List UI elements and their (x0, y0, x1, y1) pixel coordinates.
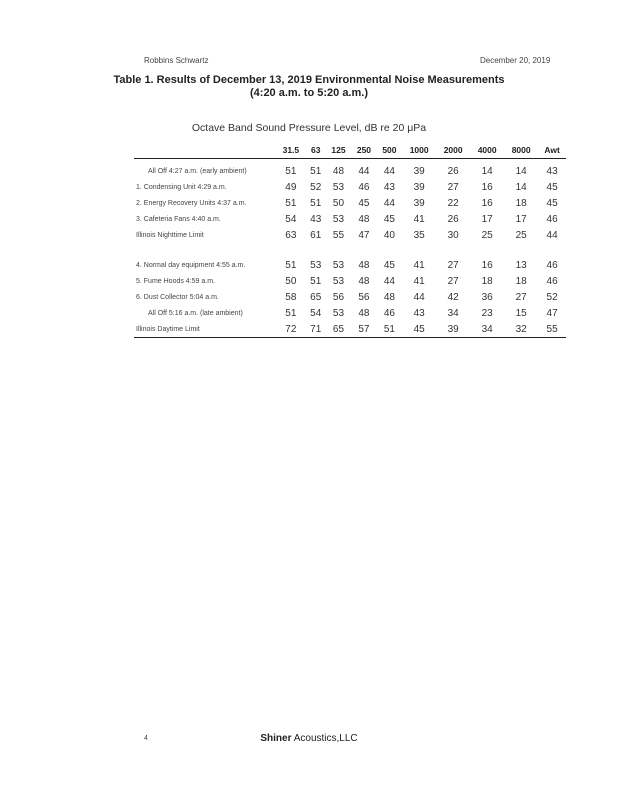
table-row-limit (134, 321, 566, 338)
row-label: 5. Fume Hoods 4:59 a.m. (136, 277, 215, 285)
table-row (134, 257, 566, 273)
table-cell: 53 (332, 259, 345, 271)
table-cell: 51 (285, 197, 297, 209)
table-cell: 52 (310, 181, 322, 193)
column-header-1000: 1000 (402, 142, 436, 159)
table-title: Table 1. Results of December 13, 2019 Environmental Noise Measurements (113, 74, 505, 86)
table-cell: 53 (332, 307, 345, 319)
table-cell: 27 (447, 181, 459, 193)
table-cell: 55 (538, 321, 566, 338)
table-cell: 50 (285, 275, 297, 287)
table-cell: 41 (413, 213, 425, 225)
header-author: Robbins Schwartz (144, 56, 209, 65)
table-cell: 44 (413, 291, 425, 303)
table-cell: 52 (546, 291, 558, 303)
table-cell: 18 (515, 197, 527, 209)
table-cell: 61 (310, 229, 322, 241)
table-cell: 43 (310, 213, 322, 225)
table-cell: 43 (383, 181, 395, 193)
table-cell: 65 (310, 291, 322, 303)
table-cell: 34 (470, 321, 504, 338)
table-cell: 45 (383, 259, 395, 271)
table-cell: 16 (481, 259, 493, 271)
table-cell: 49 (285, 181, 297, 193)
column-header-awt: Awt (538, 142, 566, 159)
table-cell: 51 (285, 165, 297, 177)
noise-measurements-table (134, 142, 566, 338)
table-cell: 58 (285, 291, 297, 303)
table-cell: 44 (358, 165, 370, 177)
column-header-8000: 8000 (504, 142, 538, 159)
table-cell: 13 (515, 259, 527, 271)
table-cell: 45 (546, 197, 558, 209)
column-header-250: 250 (351, 142, 376, 159)
row-label: All Off 4:27 a.m. (early ambient) (148, 167, 247, 175)
table-cell: 27 (447, 259, 459, 271)
table-row (134, 163, 566, 179)
table-cell: 65 (326, 321, 351, 338)
table-cell: 45 (358, 197, 370, 209)
table-cell: 48 (383, 291, 395, 303)
table-cell: 44 (546, 229, 558, 241)
table-cell: 53 (332, 181, 345, 193)
table-cell: 45 (383, 213, 395, 225)
footer-company (0, 733, 618, 744)
table-cell: 46 (383, 307, 395, 319)
table-cell: 63 (285, 229, 297, 241)
row-label: 3. Cafeteria Fans 4:40 a.m. (136, 215, 221, 223)
column-header-125: 125 (326, 142, 351, 159)
table-cell: 15 (515, 307, 527, 319)
table-cell: 32 (504, 321, 538, 338)
table-cell: 56 (332, 291, 345, 303)
table-cell: 25 (515, 229, 527, 241)
row-label: Illinois Daytime Limit (134, 321, 276, 338)
table-cell: 45 (546, 181, 558, 193)
row-label: Illinois Nighttime Limit (136, 231, 204, 239)
table-cell: 30 (447, 229, 459, 241)
table-row (134, 305, 566, 321)
table-cell: 16 (481, 197, 493, 209)
table-row (134, 273, 566, 289)
table-cell: 51 (310, 275, 322, 287)
table-row (134, 195, 566, 211)
table-cell: 54 (285, 213, 297, 225)
table-cell: 23 (481, 307, 493, 319)
table-cell: 46 (546, 275, 558, 287)
table-cell: 26 (447, 165, 459, 177)
table-cell: 43 (413, 307, 425, 319)
table-cell: 50 (332, 197, 345, 209)
table-cell: 48 (332, 165, 345, 177)
table-row (134, 289, 566, 305)
table-subtitle: Octave Band Sound Pressure Level, dB re 20 μPa (191, 122, 427, 134)
table-cell: 44 (383, 197, 395, 209)
column-header-31-5: 31.5 (276, 142, 306, 159)
table-cell: 43 (546, 165, 558, 177)
table-cell: 51 (310, 165, 322, 177)
table-cell: 18 (481, 275, 493, 287)
table-cell: 41 (413, 275, 425, 287)
table-cell: 14 (515, 181, 527, 193)
table-cell: 22 (447, 197, 459, 209)
table-cell: 36 (481, 291, 493, 303)
table-cell: 46 (546, 213, 558, 225)
table-cell: 39 (436, 321, 470, 338)
table-cell: 42 (447, 291, 459, 303)
footer-company-rest: Acoustics,LLC (291, 733, 358, 744)
table-cell: 25 (481, 229, 493, 241)
table-cell: 46 (546, 259, 558, 271)
table-cell: 54 (310, 307, 322, 319)
spacer-row (134, 243, 566, 257)
table-cell: 51 (285, 259, 297, 271)
footer-company-bold: Shiner (260, 733, 292, 744)
table-cell: 39 (413, 165, 425, 177)
table-cell: 51 (310, 197, 322, 209)
table-cell: 35 (413, 229, 425, 241)
table-cell: 14 (515, 165, 527, 177)
table-title-timespan: (4:20 a.m. to 5:20 a.m.) (250, 87, 368, 99)
table-cell: 44 (383, 275, 395, 287)
table-cell: 17 (515, 213, 527, 225)
table-row (134, 211, 566, 227)
table-cell: 45 (402, 321, 436, 338)
table-cell: 39 (413, 181, 425, 193)
table-cell: 26 (447, 213, 459, 225)
table-cell: 72 (276, 321, 306, 338)
table-cell: 53 (332, 275, 345, 287)
table-cell: 47 (358, 229, 370, 241)
page-number: 4 (144, 735, 148, 742)
table-cell: 27 (515, 291, 527, 303)
table-cell: 53 (310, 259, 322, 271)
table-cell: 14 (481, 165, 493, 177)
table-cell: 56 (358, 291, 370, 303)
table-cell: 18 (515, 275, 527, 287)
table-cell: 39 (413, 197, 425, 209)
header-row (134, 142, 566, 159)
column-header-4000: 4000 (470, 142, 504, 159)
table-cell: 51 (377, 321, 402, 338)
table-cell: 57 (351, 321, 376, 338)
table-cell: 47 (546, 307, 558, 319)
table-cell: 46 (358, 181, 370, 193)
table-cell: 48 (358, 307, 370, 319)
table-cell: 48 (358, 259, 370, 271)
table-cell: 71 (306, 321, 326, 338)
row-label: 4. Normal day equipment 4:55 a.m. (136, 261, 246, 269)
label-column-header (134, 142, 276, 159)
row-label: 6. Dust Collector 5:04 a.m. (136, 293, 219, 301)
table-cell: 44 (383, 165, 395, 177)
table-row-limit (134, 227, 566, 243)
table-cell: 41 (413, 259, 425, 271)
row-label: All Off 5:16 a.m. (late ambient) (148, 309, 243, 317)
table-cell: 40 (383, 229, 395, 241)
table-cell: 27 (447, 275, 459, 287)
table-cell: 34 (447, 307, 459, 319)
header-date: December 20, 2019 (480, 56, 551, 65)
column-header-500: 500 (377, 142, 402, 159)
column-header-2000: 2000 (436, 142, 470, 159)
table-row (134, 179, 566, 195)
table-cell: 51 (285, 307, 297, 319)
table-cell: 17 (481, 213, 493, 225)
table-cell: 53 (332, 213, 345, 225)
table-cell: 48 (358, 275, 370, 287)
row-label: 1. Condensing Unit 4:29 a.m. (136, 183, 227, 191)
table-cell: 48 (358, 213, 370, 225)
column-header-63: 63 (306, 142, 326, 159)
table-cell: 55 (332, 229, 345, 241)
row-label: 2. Energy Recovery Units 4:37 a.m. (136, 199, 247, 207)
table-cell: 16 (481, 181, 493, 193)
